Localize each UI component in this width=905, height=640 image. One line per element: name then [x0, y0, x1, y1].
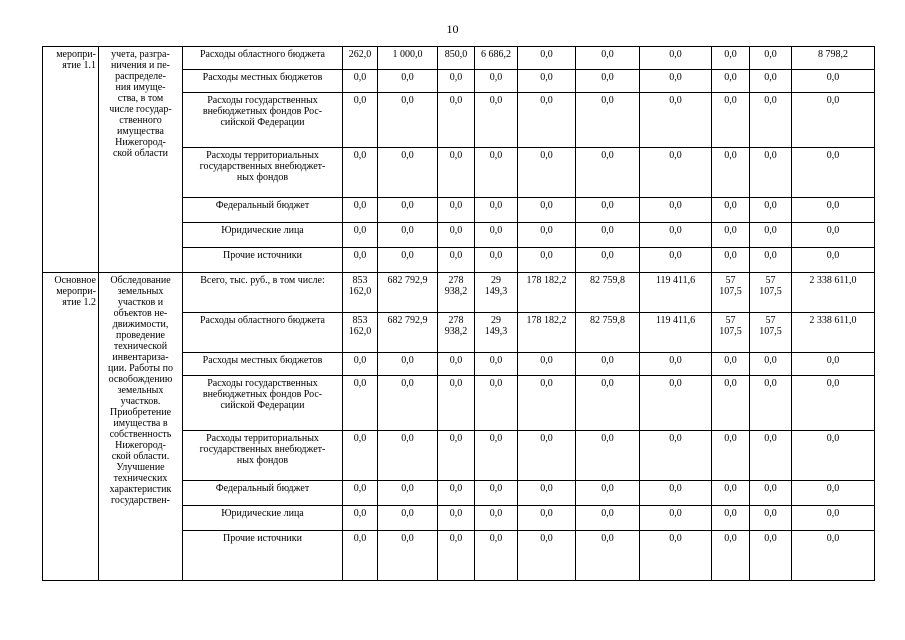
value-cell: 0,0 — [378, 93, 438, 148]
value-cell: 0,0 — [378, 70, 438, 93]
value-cell: 0,0 — [475, 506, 518, 531]
value-cell: 0,0 — [475, 431, 518, 481]
value-cell: 0,0 — [518, 148, 576, 198]
value-cell: 853 162,0 — [343, 313, 378, 353]
value-cell: 0,0 — [750, 376, 792, 431]
value-cell: 0,0 — [576, 223, 640, 248]
value-cell: 6 686,2 — [475, 47, 518, 70]
value-cell: 0,0 — [378, 531, 438, 581]
value-cell: 0,0 — [640, 481, 712, 506]
funding-source-cell: Расходы областного бюджета — [183, 313, 343, 353]
value-cell: 0,0 — [576, 431, 640, 481]
value-cell: 0,0 — [640, 198, 712, 223]
value-cell: 0,0 — [640, 93, 712, 148]
value-cell: 0,0 — [712, 70, 750, 93]
value-cell: 29 149,3 — [475, 313, 518, 353]
value-cell: 0,0 — [378, 376, 438, 431]
total-value-cell: 0,0 — [792, 248, 875, 273]
value-cell: 0,0 — [438, 248, 475, 273]
value-cell: 0,0 — [576, 198, 640, 223]
value-cell: 0,0 — [343, 376, 378, 431]
value-cell: 0,0 — [378, 223, 438, 248]
funding-source-cell: Прочие источники — [183, 248, 343, 273]
value-cell: 0,0 — [712, 376, 750, 431]
total-value-cell: 0,0 — [792, 148, 875, 198]
value-cell: 0,0 — [475, 70, 518, 93]
value-cell: 0,0 — [640, 223, 712, 248]
funding-source-cell: Прочие источники — [183, 531, 343, 581]
value-cell: 119 411,6 — [640, 313, 712, 353]
value-cell: 0,0 — [576, 481, 640, 506]
value-cell: 0,0 — [475, 481, 518, 506]
value-cell: 0,0 — [576, 93, 640, 148]
value-cell: 0,0 — [750, 223, 792, 248]
value-cell: 0,0 — [438, 431, 475, 481]
total-value-cell: 0,0 — [792, 223, 875, 248]
event-name-cell: Основное меропри- ятие 1.2 — [43, 273, 99, 581]
value-cell: 0,0 — [750, 353, 792, 376]
value-cell: 0,0 — [378, 353, 438, 376]
total-value-cell: 0,0 — [792, 70, 875, 93]
value-cell: 29 149,3 — [475, 273, 518, 313]
value-cell: 0,0 — [438, 223, 475, 248]
value-cell: 0,0 — [750, 70, 792, 93]
value-cell: 0,0 — [750, 198, 792, 223]
value-cell: 0,0 — [576, 248, 640, 273]
value-cell: 0,0 — [475, 531, 518, 581]
funding-source-cell: Расходы государственных внебюджетных фондов Рос- сийской Федерации — [183, 376, 343, 431]
value-cell: 0,0 — [576, 70, 640, 93]
value-cell: 0,0 — [343, 248, 378, 273]
value-cell: 0,0 — [712, 198, 750, 223]
total-value-cell: 2 338 611,0 — [792, 313, 875, 353]
funding-source-cell: Федеральный бюджет — [183, 198, 343, 223]
value-cell: 0,0 — [712, 431, 750, 481]
value-cell: 0,0 — [438, 148, 475, 198]
value-cell: 0,0 — [438, 481, 475, 506]
value-cell: 0,0 — [576, 376, 640, 431]
value-cell: 0,0 — [640, 531, 712, 581]
funding-source-cell: Расходы территориальных государственных внебюджет- ных фондов — [183, 431, 343, 481]
value-cell: 57 107,5 — [712, 313, 750, 353]
value-cell: 278 938,2 — [438, 273, 475, 313]
value-cell: 0,0 — [475, 148, 518, 198]
value-cell: 0,0 — [438, 531, 475, 581]
funding-source-cell: Расходы областного бюджета — [183, 47, 343, 70]
value-cell: 0,0 — [640, 70, 712, 93]
value-cell: 278 938,2 — [438, 313, 475, 353]
event-description-cell: Обследование земельных участков и объектов не- движимости, проведение технической инвентаризa- ции. Работы по освобождению земельных участков. Приобретение имущества в собственность Нижегород- ской области. Улучшение технических характеристик государствен- — [99, 273, 183, 581]
value-cell: 0,0 — [712, 93, 750, 148]
value-cell: 682 792,9 — [378, 273, 438, 313]
value-cell: 0,0 — [576, 353, 640, 376]
value-cell: 0,0 — [640, 353, 712, 376]
value-cell: 0,0 — [576, 531, 640, 581]
value-cell: 0,0 — [378, 431, 438, 481]
total-value-cell: 0,0 — [792, 353, 875, 376]
total-value-cell: 2 338 611,0 — [792, 273, 875, 313]
total-value-cell: 0,0 — [792, 376, 875, 431]
value-cell: 0,0 — [750, 148, 792, 198]
value-cell: 0,0 — [518, 223, 576, 248]
value-cell: 850,0 — [438, 47, 475, 70]
value-cell: 0,0 — [378, 248, 438, 273]
value-cell: 0,0 — [750, 481, 792, 506]
value-cell: 0,0 — [518, 353, 576, 376]
value-cell: 0,0 — [576, 47, 640, 70]
value-cell: 57 107,5 — [750, 273, 792, 313]
value-cell: 0,0 — [750, 531, 792, 581]
value-cell: 0,0 — [712, 47, 750, 70]
value-cell: 0,0 — [378, 506, 438, 531]
value-cell: 0,0 — [518, 70, 576, 93]
funding-source-cell: Всего, тыс. руб., в том числе: — [183, 273, 343, 313]
value-cell: 0,0 — [640, 506, 712, 531]
value-cell: 0,0 — [378, 148, 438, 198]
value-cell: 0,0 — [712, 223, 750, 248]
value-cell: 0,0 — [518, 506, 576, 531]
value-cell: 0,0 — [475, 198, 518, 223]
value-cell: 0,0 — [475, 93, 518, 148]
value-cell: 0,0 — [343, 223, 378, 248]
value-cell: 0,0 — [343, 431, 378, 481]
value-cell: 0,0 — [518, 376, 576, 431]
funding-source-cell: Расходы территориальных государственных внебюджет- ных фондов — [183, 148, 343, 198]
value-cell: 0,0 — [438, 70, 475, 93]
value-cell: 0,0 — [712, 531, 750, 581]
value-cell: 0,0 — [378, 481, 438, 506]
value-cell: 0,0 — [576, 148, 640, 198]
value-cell: 682 792,9 — [378, 313, 438, 353]
value-cell: 82 759,8 — [576, 313, 640, 353]
total-value-cell: 0,0 — [792, 506, 875, 531]
value-cell: 0,0 — [343, 531, 378, 581]
value-cell: 0,0 — [343, 70, 378, 93]
value-cell: 0,0 — [438, 353, 475, 376]
value-cell: 57 107,5 — [712, 273, 750, 313]
total-value-cell: 0,0 — [792, 431, 875, 481]
value-cell: 0,0 — [438, 198, 475, 223]
value-cell: 0,0 — [518, 531, 576, 581]
value-cell: 0,0 — [343, 353, 378, 376]
value-cell: 853 162,0 — [343, 273, 378, 313]
total-value-cell: 0,0 — [792, 93, 875, 148]
value-cell: 0,0 — [475, 376, 518, 431]
value-cell: 0,0 — [712, 148, 750, 198]
funding-source-cell: Расходы местных бюджетов — [183, 70, 343, 93]
value-cell: 0,0 — [343, 148, 378, 198]
value-cell: 57 107,5 — [750, 313, 792, 353]
value-cell: 0,0 — [518, 198, 576, 223]
value-cell: 0,0 — [576, 506, 640, 531]
value-cell: 178 182,2 — [518, 313, 576, 353]
value-cell: 178 182,2 — [518, 273, 576, 313]
funding-source-cell: Юридические лица — [183, 223, 343, 248]
value-cell: 0,0 — [343, 198, 378, 223]
value-cell: 0,0 — [438, 506, 475, 531]
value-cell: 0,0 — [343, 481, 378, 506]
value-cell: 0,0 — [343, 93, 378, 148]
total-value-cell: 0,0 — [792, 198, 875, 223]
value-cell: 82 759,8 — [576, 273, 640, 313]
budget-table — [42, 46, 875, 581]
value-cell: 0,0 — [438, 376, 475, 431]
event-name-cell: меропри- ятие 1.1 — [43, 47, 99, 273]
value-cell: 0,0 — [518, 248, 576, 273]
value-cell: 0,0 — [640, 376, 712, 431]
page-number: 10 — [446, 22, 459, 36]
value-cell: 0,0 — [750, 431, 792, 481]
value-cell: 0,0 — [712, 481, 750, 506]
value-cell: 0,0 — [518, 481, 576, 506]
value-cell: 0,0 — [750, 47, 792, 70]
value-cell: 0,0 — [475, 223, 518, 248]
value-cell: 0,0 — [750, 506, 792, 531]
value-cell: 0,0 — [640, 148, 712, 198]
funding-source-cell: Расходы государственных внебюджетных фондов Рос- сийской Федерации — [183, 93, 343, 148]
value-cell: 119 411,6 — [640, 273, 712, 313]
value-cell: 0,0 — [712, 353, 750, 376]
total-value-cell: 8 798,2 — [792, 47, 875, 70]
event-description-cell: учета, разгра- ничения и пе- распределе- ния имуще- ства, в том числе государ- ственного имущества Нижегород- ской области — [99, 47, 183, 273]
value-cell: 0,0 — [475, 248, 518, 273]
funding-source-cell: Юридические лица — [183, 506, 343, 531]
value-cell: 0,0 — [750, 93, 792, 148]
table-row — [43, 273, 875, 313]
funding-source-cell: Федеральный бюджет — [183, 481, 343, 506]
total-value-cell: 0,0 — [792, 531, 875, 581]
table-row — [43, 47, 875, 70]
value-cell: 0,0 — [518, 431, 576, 481]
total-value-cell: 0,0 — [792, 481, 875, 506]
value-cell: 0,0 — [750, 248, 792, 273]
value-cell: 1 000,0 — [378, 47, 438, 70]
funding-source-cell: Расходы местных бюджетов — [183, 353, 343, 376]
value-cell: 0,0 — [640, 248, 712, 273]
value-cell: 0,0 — [518, 47, 576, 70]
value-cell: 0,0 — [475, 353, 518, 376]
value-cell: 0,0 — [712, 506, 750, 531]
value-cell: 0,0 — [640, 47, 712, 70]
value-cell: 0,0 — [640, 431, 712, 481]
value-cell: 0,0 — [518, 93, 576, 148]
value-cell: 0,0 — [712, 248, 750, 273]
value-cell: 0,0 — [438, 93, 475, 148]
value-cell: 0,0 — [343, 506, 378, 531]
value-cell: 0,0 — [378, 198, 438, 223]
value-cell: 262,0 — [343, 47, 378, 70]
